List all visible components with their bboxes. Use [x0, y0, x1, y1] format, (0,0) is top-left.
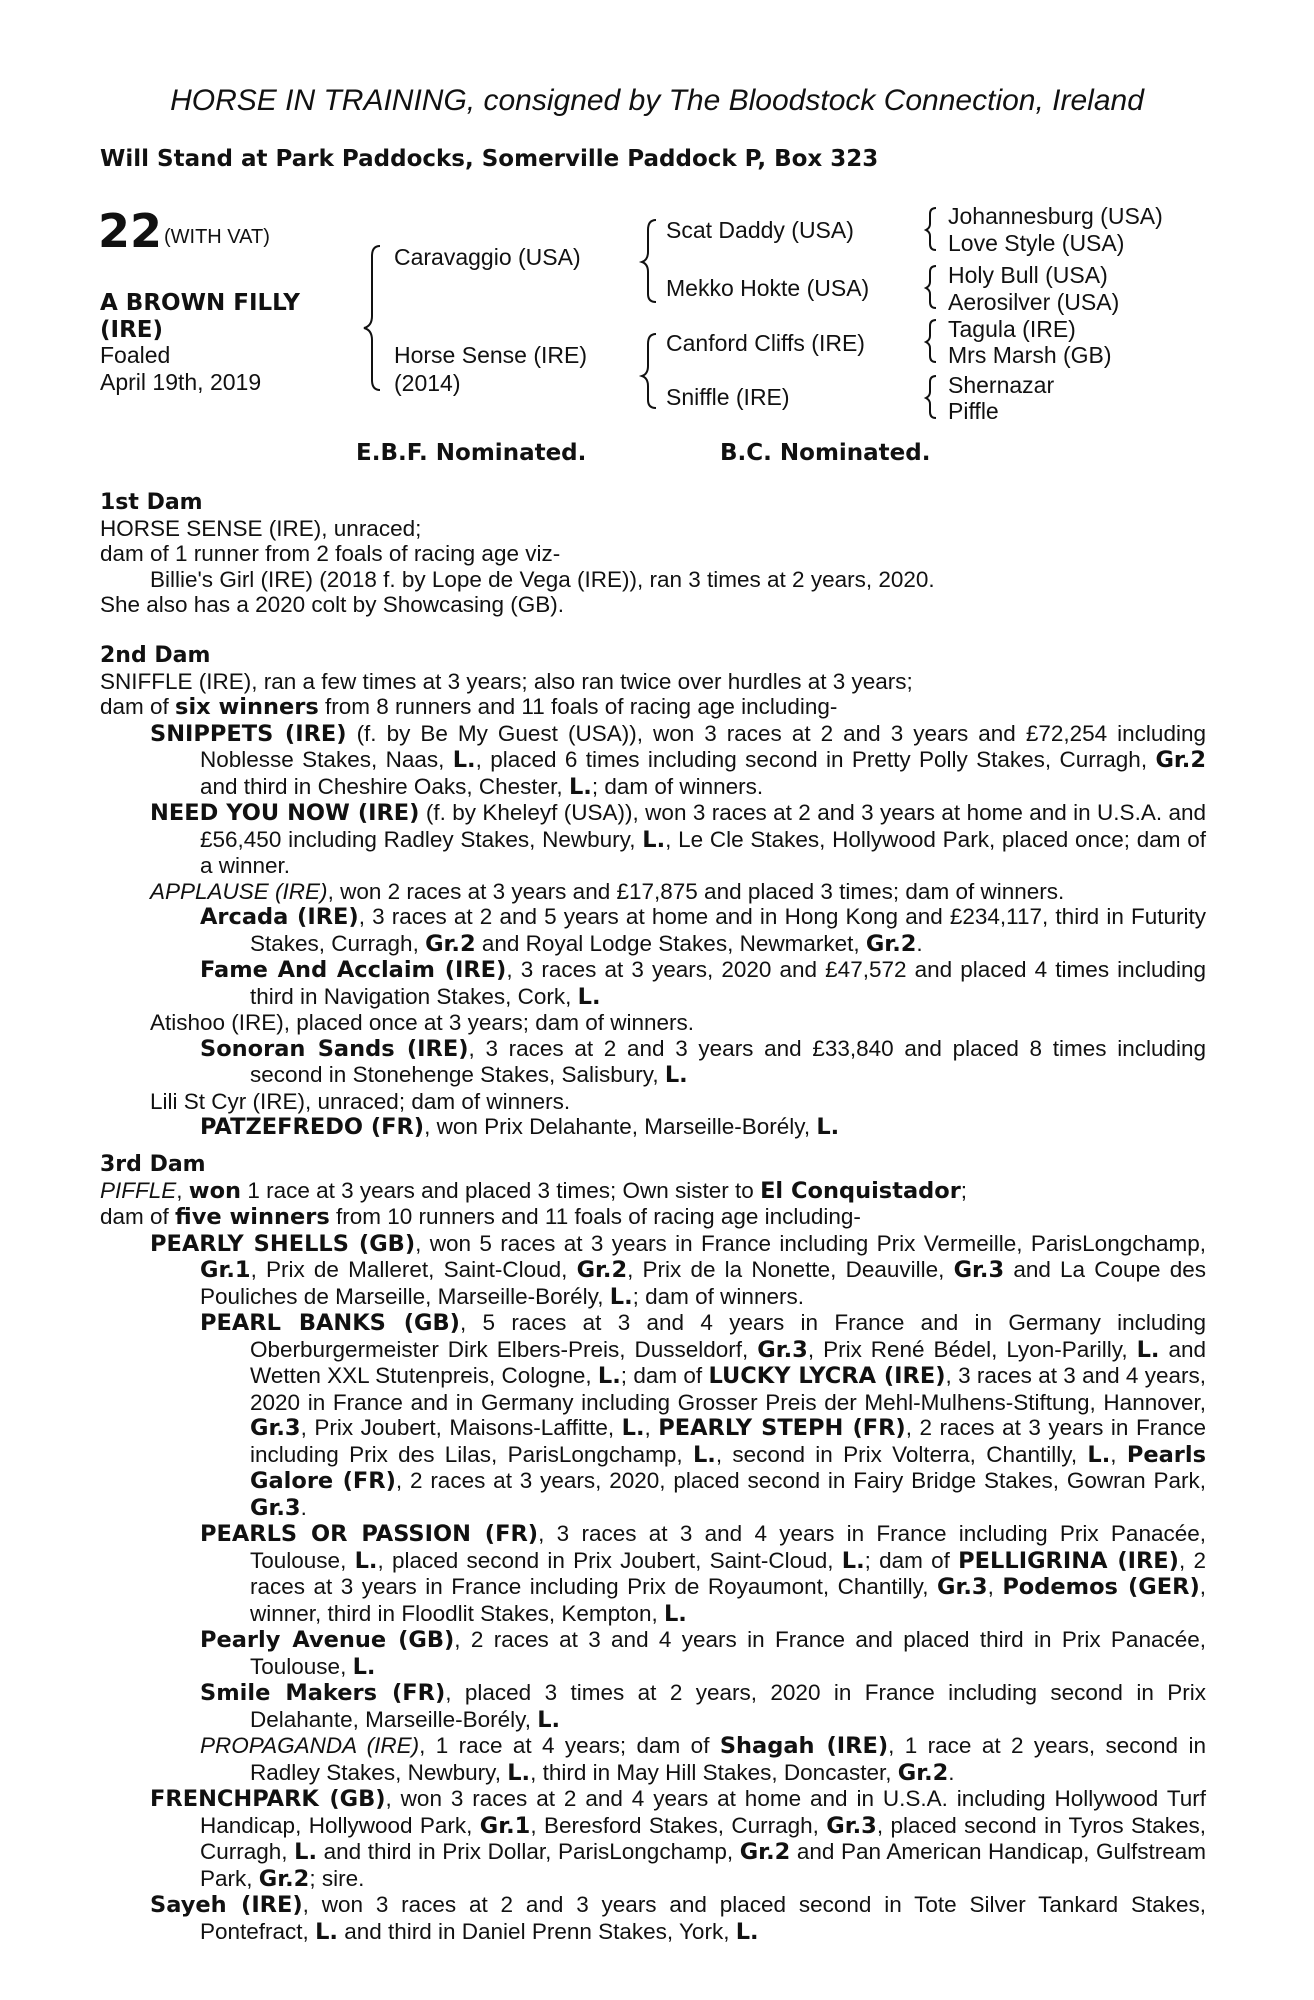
first-dam-progeny: Billie's Girl (IRE) (2018 f. by Lope de Vega (IRE)), ran 3 times at 2 years, 2020.: [150, 566, 935, 592]
brace-g56: [926, 320, 936, 362]
ebf-nominated: E.B.F. Nominated.: [356, 440, 587, 466]
third-dam-line: dam of five winners from 10 runners and 11 foals of racing age including-: [100, 1204, 861, 1230]
second-dam-line: dam of six winners from 8 runners and 11 foals of racing age including-: [100, 694, 838, 720]
stand-location: Will Stand at Park Paddocks, Somerville Paddock P, Box 323: [100, 146, 879, 172]
progeny-entry: Smile Makers (FR), placed 3 times at 2 years, 2020 in France including second in Prix Delahante, Marseille-Borély, L.: [200, 1680, 1207, 1733]
page-title: HORSE IN TRAINING, consigned by The Bloodstock Connection, Ireland: [170, 84, 1144, 117]
pedigree-g4: Aerosilver (USA): [948, 289, 1120, 315]
pedigree-g1: Johannesburg (USA): [948, 203, 1163, 229]
progeny-entry: PROPAGANDA (IRE), 1 race at 4 years; dam of Shagah (IRE), 1 race at 2 years, second in Radley Stakes, Newbury, L., third in May Hill Stakes, Doncaster, Gr.2.: [200, 1733, 1206, 1786]
brace-sire: [642, 220, 656, 302]
pedigree-g3: Holy Bull (USA): [948, 262, 1108, 288]
first-dam-section: [100, 490, 1206, 618]
lot-vat: (WITH VAT): [164, 226, 270, 248]
progeny-entry: PEARLY SHELLS (GB), won 5 races at 3 years in France including Prix Vermeille, ParisLongchamp, Gr.1, Prix de Malleret, Saint-Cloud, Gr.2, Prix de la Nonette, Deauville, Gr.3 and La Coupe des Pouliches de Marseille, Marseille-Borély, L.; dam of winners.: [150, 1230, 1207, 1310]
pedigree-g6: Mrs Marsh (GB): [948, 342, 1112, 368]
lot-desc-line2: (IRE): [100, 317, 164, 343]
progeny-entry: Fame And Acclaim (IRE), 3 races at 3 years, 2020 and £47,572 and placed 4 times including third in Navigation Stakes, Cork, L.: [200, 957, 1206, 1010]
brace-g12: [926, 208, 936, 250]
pedigree-sire-sire: Scat Daddy (USA): [666, 217, 854, 243]
brace-parents: [364, 246, 380, 390]
progeny-entry: APPLAUSE (IRE), won 2 races at 3 years and £17,875 and placed 3 times; dam of winners.: [150, 878, 1065, 904]
foaled-label: Foaled: [100, 342, 171, 368]
pedigree-g5: Tagula (IRE): [948, 316, 1076, 342]
progeny-entry: SNIPPETS (IRE) (f. by Be My Guest (USA)), won 3 races at 2 and 3 years and £72,254 including Noblesse Stakes, Naas, L., placed 6 times including second in Pretty Polly Stakes, Curragh, Gr.2 and third in Cheshire Oaks, Chester, L.; dam of winners.: [150, 720, 1207, 800]
foaled-date: April 19th, 2019: [100, 369, 262, 395]
first-dam-heading: 1st Dam: [100, 490, 203, 515]
progeny-entry: PEARLS OR PASSION (FR), 3 races at 3 and 4 years in France including Prix Panacée, Toulouse, L., placed second in Prix Joubert, Saint-Cloud, L.; dam of PELLIGRINA (IRE), 2 races at 3 years in France including Prix de Royaumont, Chantilly, Gr.3, Podemos (GER), winner, third in Floodlit Stakes, Kempton, L.: [200, 1521, 1207, 1627]
progeny-entry: Pearly Avenue (GB), 2 races at 3 and 4 years in France and placed third in Prix Panacée, Toulouse, L.: [200, 1627, 1206, 1680]
brace-g34: [926, 266, 936, 308]
progeny-entry: PATZEFREDO (FR), won Prix Delahante, Marseille-Borély, L.: [200, 1114, 840, 1140]
pedigree-g7: Shernazar: [948, 372, 1055, 398]
lot-number: 22: [98, 204, 163, 258]
second-dam-heading: 2nd Dam: [100, 643, 211, 668]
pedigree-dam-year: (2014): [394, 370, 461, 396]
pedigree-dam-dam: Sniffle (IRE): [666, 384, 790, 410]
first-dam-line: HORSE SENSE (IRE), unraced;: [100, 515, 422, 541]
pedigree-sire: Caravaggio (USA): [394, 244, 581, 270]
progeny-entry: Lili St Cyr (IRE), unraced; dam of winners.: [150, 1088, 571, 1114]
progeny-entry: Atishoo (IRE), placed once at 3 years; dam of winners.: [150, 1010, 695, 1035]
bc-nominated: B.C. Nominated.: [720, 440, 931, 466]
pedigree-dam: Horse Sense (IRE): [394, 342, 588, 368]
pedigree-g2: Love Style (USA): [948, 230, 1125, 256]
pedigree-dam-sire: Canford Cliffs (IRE): [666, 330, 865, 356]
progeny-entry: NEED YOU NOW (IRE) (f. by Kheleyf (USA)), won 3 races at 2 and 3 years at home and in U.S.A. and £56,450 including Radley Stakes, Newbury, L., Le Cle Stakes, Hollywood Park, placed once; dam of a winner.: [150, 800, 1207, 878]
second-dam-line: SNIFFLE (IRE), ran a few times at 3 years; also ran twice over hurdles at 3 years;: [100, 668, 913, 694]
third-dam-section: [100, 1152, 1206, 1945]
progeny-entry: FRENCHPARK (GB), won 3 races at 2 and 4 years at home and in U.S.A. including Hollywood Turf Handicap, Hollywood Park, Gr.1, Beresford Stakes, Curragh, Gr.3, placed second in Tyros Stakes, Curragh, L. and third in Prix Dollar, ParisLongchamp, Gr.2 and Pan American Handicap, Gulfstream Park, Gr.2; sire.: [150, 1786, 1207, 1892]
progeny-entry: Arcada (IRE), 3 races at 2 and 5 years at home and in Hong Kong and £234,117, third in Futurity Stakes, Curragh, Gr.2 and Royal Lodge Stakes, Newmarket, Gr.2.: [200, 904, 1207, 957]
pedigree-g8: Piffle: [948, 398, 999, 424]
lot-desc-line1: A BROWN FILLY: [100, 290, 300, 316]
pedigree-sire-dam: Mekko Hokte (USA): [666, 275, 870, 301]
progeny-entry: PEARL BANKS (GB), 5 races at 3 and 4 years in France and in Germany including Oberburgermeister Dirk Elbers-Preis, Dusseldorf, Gr.3, Prix René Bédel, Lyon-Parilly, L. and Wetten XXL Stutenpreis, Cologne, L.; dam of LUCKY LYCRA (IRE), 3 races at 3 and 4 years, 2020 in France and in Germany including Grosser Preis der Mehl-Mulhens-Stiftung, Hannover, Gr.3, Prix Joubert, Maisons-Laffitte, L., PEARLY STEPH (FR), 2 races at 3 years in France including Prix des Lilas, ParisLongchamp, L., second in Prix Volterra, Chantilly, L., Pearls Galore (FR), 2 races at 3 years, 2020, placed second in Fairy Bridge Stakes, Gowran Park, Gr.3.: [200, 1310, 1206, 1521]
progeny-entry: Sayeh (IRE), won 3 races at 2 and 3 years and placed second in Tote Silver Tankard Stakes, Pontefract, L. and third in Daniel Prenn Stakes, York, L.: [150, 1892, 1206, 1945]
brace-dam: [642, 334, 656, 408]
first-dam-line: dam of 1 runner from 2 foals of racing age viz-: [100, 541, 561, 566]
first-dam-line: She also has a 2020 colt by Showcasing (GB).: [100, 592, 565, 617]
third-dam-line: PIFFLE, won 1 race at 3 years and placed 3 times; Own sister to El Conquistador;: [100, 1177, 968, 1204]
second-dam-section: [100, 643, 1206, 1141]
brace-g78: [926, 376, 936, 418]
progeny-entry: Sonoran Sands (IRE), 3 races at 2 and 3 years and £33,840 and placed 8 times including second in Stonehenge Stakes, Salisbury, L.: [200, 1035, 1207, 1088]
third-dam-heading: 3rd Dam: [100, 1152, 206, 1177]
